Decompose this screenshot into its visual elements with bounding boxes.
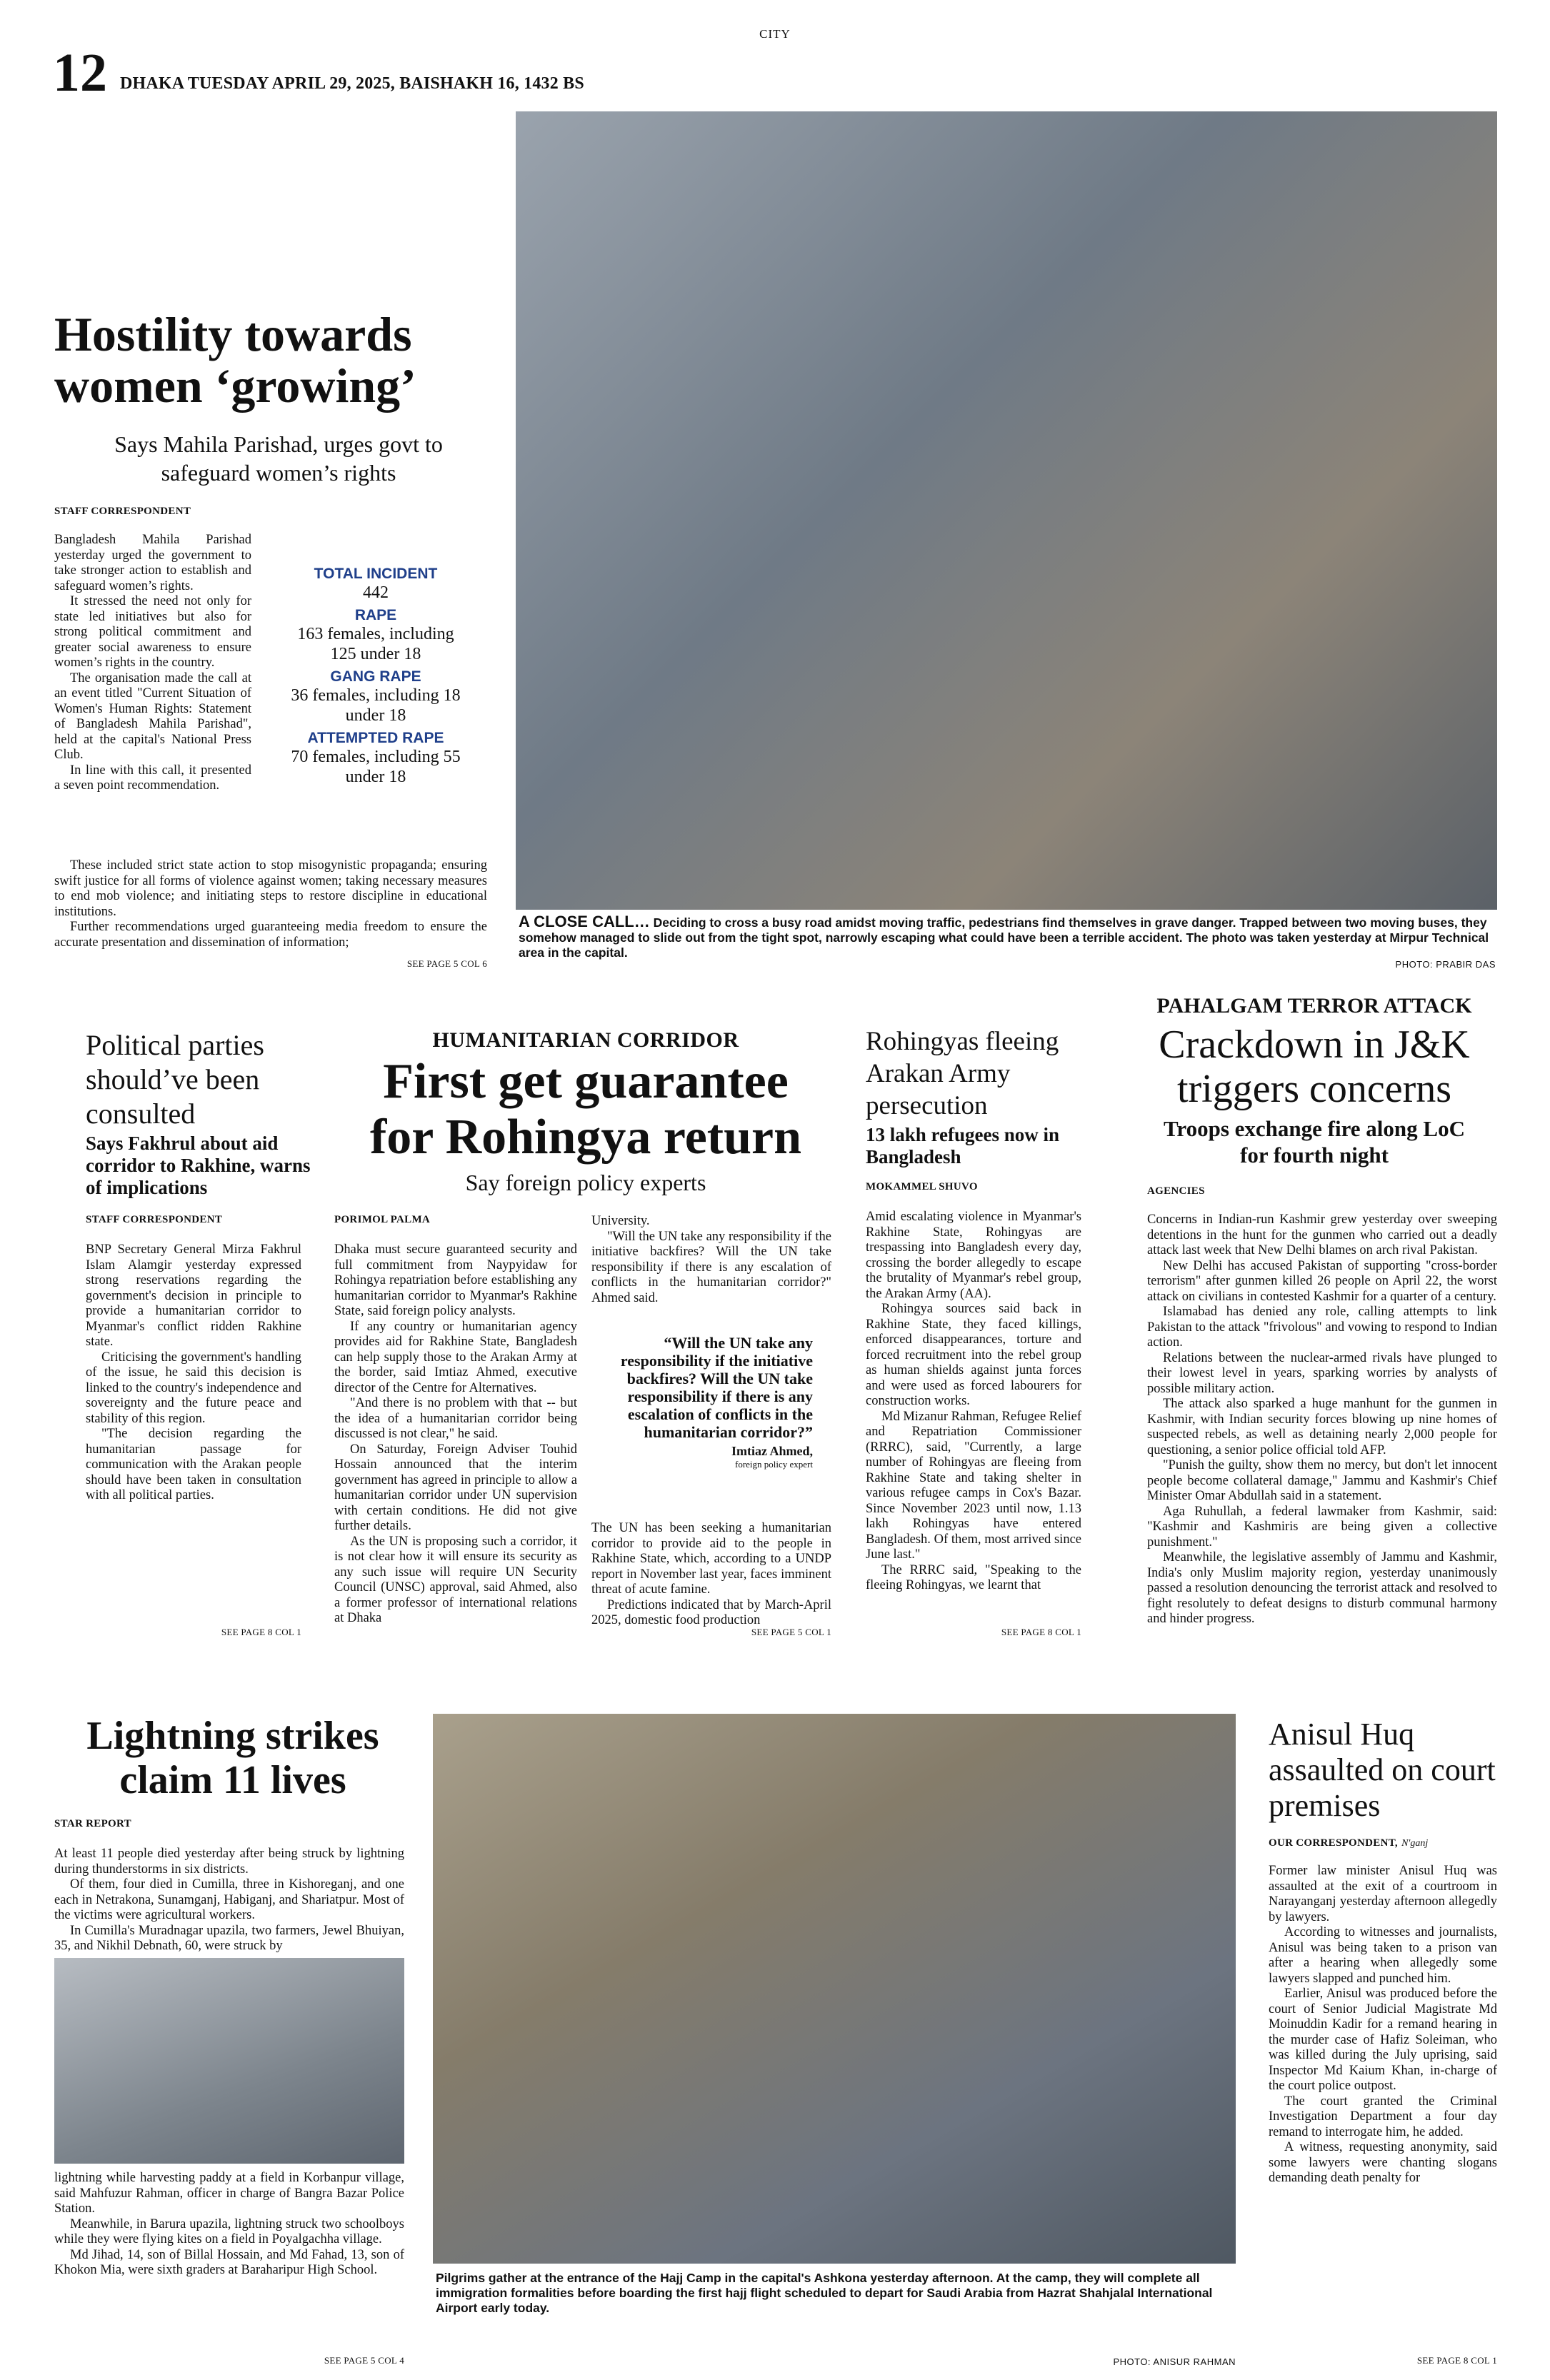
story6-body-bottom <box>54 2171 404 2279</box>
paragraph: At least 11 people died yesterday after being struck by lightning during thunderstorms in six districts. <box>54 1847 404 1877</box>
paragraph: Former law minister Anisul Huq was assaulted at the exit of a courtroom in Narayanganj yesterday afternoon allegedly by lawyers. <box>1269 1864 1497 1924</box>
story5-byline: AGENCIES <box>1147 1185 1205 1197</box>
story1-body-col <box>54 533 251 794</box>
story5-headline <box>1129 1023 1500 1111</box>
headline-line: First get guarantee <box>383 1054 789 1109</box>
paragraph: "And there is no problem with that -- but the idea of a humanitarian corridor being discussed is not clear," he said. <box>334 1396 577 1441</box>
paragraph: Meanwhile, in Barura upazila, lightning struck two schoolboys while they were flying kites on a field in Poyalgachha village. <box>54 2216 404 2246</box>
paragraph: As the UN is proposing such a corridor, it is not clear how it will ensure its security as any such issue will require UN Security Council (UNSC) approval, said Ahmed, also a former professor of international relations at Dhaka <box>334 1534 577 1625</box>
headline-line: for Rohingya return <box>369 1110 802 1165</box>
story3-kicker: HUMANITARIAN CORRIDOR <box>432 1028 739 1052</box>
page-number: 12 <box>53 43 107 103</box>
infobox-label: ATTEMPTED RAPE <box>307 730 444 746</box>
infobox-label: TOTAL INCIDENT <box>314 566 438 582</box>
paragraph: "Punish the guilty, show them no mercy, but don't let innocent people become collateral damage," Jammu and Kashmir's Chief Minister Omar Abdullah said in a statement. <box>1147 1458 1497 1503</box>
paragraph: In line with this call, it presented a seven point recommendation. <box>54 763 251 793</box>
paragraph: The attack also sparked a huge manhunt for the gunmen in Kashmir, with Indian security forces blowing up nine homes of suspected rebels, as well as detaining nearly 2,000 people for questioning, a senior police official told AFP. <box>1147 1397 1497 1457</box>
story6-body-top <box>54 1847 404 1954</box>
headline-line: Crackdown in J&K <box>1159 1023 1470 1067</box>
paragraph: Md Jihad, 14, son of Billal Hossain, and Md Fahad, 13, son of Khokon Mia, were sixth graders at Baraharipur High School. <box>54 2247 404 2277</box>
paragraph: Bangladesh Mahila Parishad yesterday urged the government to take stronger action to establish and safeguard women’s rights. <box>54 533 251 593</box>
pullquote <box>597 1334 813 1470</box>
story3-byline: PORIMOL PALMA <box>334 1214 431 1225</box>
headline-line: Lightning strikes <box>86 1714 379 1758</box>
paragraph: Further recommendations urged guaranteeing media freedom to ensure the accurate presentation and dissemination of information; <box>54 920 487 950</box>
photo2-credit: PHOTO: ANISUR RAHMAN <box>1113 2356 1236 2367</box>
story2-byline: STAFF CORRESPONDENT <box>86 1214 223 1225</box>
pullquote-title: foreign policy expert <box>734 1459 813 1470</box>
section-label: CITY <box>759 27 791 41</box>
pullquote-name: Imtiaz Ahmed, <box>731 1444 813 1458</box>
photo-close-call <box>516 111 1497 910</box>
paragraph: lightning while harvesting paddy at a field in Korbanpur village, said Mahfuzur Rahman, officer in charge of Bangra Bazar Police Station. <box>54 2171 404 2216</box>
infobox-value: 70 females, including 55 under 18 <box>291 748 461 786</box>
headline-line: claim 11 lives <box>119 1758 346 1802</box>
paragraph: Criticising the government's handling of the issue, he said this decision is linked to the country's independence and sovereignty and the future peace and stability of this region. <box>86 1350 301 1426</box>
story2-jump: SEE PAGE 8 COL 1 <box>221 1627 301 1637</box>
paragraph: The RRRC said, "Speaking to the fleeing Rohingyas, we learnt that <box>866 1562 1081 1592</box>
headline-line: triggers concerns <box>1176 1067 1452 1111</box>
pullquote-text: “Will the UN take any responsibility if the initiative backfires? Will the UN take responsibility if there is any escalation of conflicts in the humanitarian corridor?” <box>620 1334 813 1441</box>
paragraph: It stressed the need not only for state led initiatives but also for strong political commitment and greater social awareness to ensure women’s rights in the country. <box>54 594 251 670</box>
paragraph: The organisation made the call at an event titled "Current Situation of Women's Human Rights: Statement of Bangladesh Mahila Parishad", held at the capital's National Press Club. <box>54 671 251 762</box>
story3-col2a <box>591 1214 831 1306</box>
story1-headline <box>54 308 511 411</box>
paragraph: Earlier, Anisul was produced before the court of Senior Judicial Magistrate Md Moinuddin Kadir for a remand hearing in the murder case of Hafiz Soleiman, who was killed during the July uprising, said Inspector Md Kaium Khan, in-charge of the court police outpost. <box>1269 1987 1497 2093</box>
byline-text: OUR CORRESPONDENT, <box>1269 1837 1398 1849</box>
story3-headline <box>329 1054 843 1165</box>
infobox-value: 36 females, including 18 under 18 <box>291 686 461 725</box>
infobox-value: 442 <box>363 583 389 602</box>
story3-col1 <box>334 1242 577 1627</box>
paragraph: If any country or humanitarian agency provides aid for Rakhine State, Bangladesh can help supply those to the Arakan Army at the border, said Imtiaz Ahmed, executive director of the Centre for Alternatives. <box>334 1319 577 1395</box>
story2-subhead: Says Fakhrul about aid corridor to Rakhine, warns of implications <box>86 1133 311 1198</box>
story3-subhead: Say foreign policy experts <box>465 1170 706 1195</box>
dateline: DHAKA TUESDAY APRIL 29, 2025, BAISHAKH 16, 1432 BS <box>120 74 584 93</box>
story6-headline <box>54 1714 411 1802</box>
paragraph: Islamabad has denied any role, calling attempts to link Pakistan to the attack "frivolous" and vowing to respond to Indian action. <box>1147 1305 1497 1350</box>
story1-jump: SEE PAGE 5 COL 6 <box>406 958 487 969</box>
story4-headline: Rohingyas fleeing Arakan Army persecution <box>866 1027 1059 1120</box>
paragraph: Amid escalating violence in Myanmar's Rakhine State, Rohingyas are trespassing into Bangladesh every day, crossing the border allegedly to escape the brutality of Myanmar's rebel group, the Arakan Army (AA). <box>866 1210 1081 1301</box>
paragraph: Predictions indicated that by March-April 2025, domestic food production <box>591 1597 831 1627</box>
story5-kicker: PAHALGAM TERROR ATTACK <box>1156 994 1472 1018</box>
photo-hajj-camp <box>433 1714 1236 2264</box>
story1-body-full <box>54 858 487 950</box>
byline-place: N'ganj <box>1401 1838 1429 1849</box>
paragraph: On Saturday, Foreign Adviser Touhid Hossain announced that the interim government has agreed in principle to allow a humanitarian corridor under UN supervision with certain conditions. He did not give further details. <box>334 1442 577 1533</box>
story2-body <box>86 1242 301 1504</box>
caption-text: Deciding to cross a busy road amidst moving traffic, pedestrians find themselves in grave danger. Trapped between two moving buses, they somehow managed to slide out from the tight spot, narrowly escaping what could have been a terrible accident. The photo was taken yesterday at Mirpur Technical area in the capital. <box>519 915 1489 960</box>
paragraph: A witness, requesting anonymity, said some lawyers were chanting slogans demanding death penalty for <box>1269 2140 1497 2185</box>
paragraph: Dhaka must secure guaranteed security and full commitment from Naypyidaw for Rohingya repatriation before establishing any humanitarian corridor to Myanmar's Rakhine State, said foreign policy analysts. <box>334 1242 577 1318</box>
story7-body <box>1269 1864 1497 2186</box>
paragraph: New Delhi has accused Pakistan of supporting "cross-border terrorism" after gunmen killed 26 people on April 22, the worst attack on civilians in contested Kashmir for a quarter of a century. <box>1147 1258 1497 1304</box>
headline-line: women ‘growing’ <box>54 358 416 413</box>
paragraph: In Cumilla's Muradnagar upazila, two farmers, Jewel Bhuiyan, 35, and Nikhil Debnath, 60, were struck by <box>54 1923 404 1953</box>
story7-jump: SEE PAGE 8 COL 1 <box>1416 2355 1497 2366</box>
story4-subhead: 13 lakh refugees now in Bangladesh <box>866 1124 1060 1168</box>
story7-byline <box>1269 1835 1428 1849</box>
photo1-credit: PHOTO: PRABIR DAS <box>1395 959 1496 970</box>
story3-col2b <box>591 1521 831 1629</box>
paragraph: The court granted the Criminal Investigation Department a four day remand to interrogate him, he added. <box>1269 2094 1497 2139</box>
paragraph: According to witnesses and journalists, Anisul was being taken to a prison van after a hearing when allegedly some lawyers slapped and punched him. <box>1269 1925 1497 1986</box>
photo2-caption: Pilgrims gather at the entrance of the Hajj Camp in the capital's Ashkona yesterday afternoon. At the camp, they will complete all immigration formalities before boarding the first hajj flight scheduled to depart for Saudi Arabia from Hazrat Shahjalal International Airport early today. <box>436 2271 1213 2315</box>
story4-body <box>866 1210 1081 1594</box>
paragraph: Rohingya sources said back in Rakhine State, they faced killings, enforced disappearances, torture and forced recruitment into the rebel group as human shields against junta forces and were used as forced labourers for construction works. <box>866 1302 1081 1408</box>
paragraph: "Will the UN take any responsibility if the initiative backfires? Will the UN take responsibility if there is any escalation of conflicts in the humanitarian corridor?" Ahmed said. <box>591 1229 831 1305</box>
photo-lightning-inset <box>54 1958 404 2164</box>
paragraph: Relations between the nuclear-armed rivals have plunged to their lowest level in years, sparking worries by analysts of possible military action. <box>1147 1350 1497 1396</box>
caption-lead: A CLOSE CALL… <box>519 913 650 930</box>
paragraph: The UN has been seeking a humanitarian corridor to provide aid to the people in Rakhine State, which, according to a UNDP report in November last year, faces imminent threat of acute famine. <box>591 1521 831 1597</box>
infobox-label: GANG RAPE <box>330 668 421 685</box>
story4-byline: MOKAMMEL SHUVO <box>866 1181 978 1192</box>
paragraph: Of them, four died in Cumilla, three in Kishoreganj, and one each in Netrakona, Sunamganj, Habiganj, and Shariatpur. Most of the victims were agricultural workers. <box>54 1877 404 1922</box>
story7-headline: Anisul Huq assaulted on court premises <box>1269 1717 1496 1823</box>
story5-body <box>1147 1212 1497 1627</box>
infobox-value: 163 females, including 125 under 18 <box>297 625 454 663</box>
paragraph: University. <box>591 1214 650 1228</box>
paragraph: Aga Ruhullah, a federal lawmaker from Kashmir, said: "Kashmir and Kashmiris are being given a collective punishment." <box>1147 1504 1497 1550</box>
story6-byline: STAR REPORT <box>54 1818 131 1829</box>
headline-line: Hostility towards <box>54 307 412 361</box>
paragraph: "The decision regarding the humanitarian passage for communication with the Arakan people should have been taken in consultation with all political parties. <box>86 1427 301 1502</box>
paragraph: BNP Secretary General Mirza Fakhrul Islam Alamgir yesterday expressed strong reservations regarding the government's decision in principle to provide a humanitarian corridor to Myanmar's conflict ridden Rakhine state. <box>86 1242 301 1349</box>
story1-subhead: Says Mahila Parishad, urges govt to safeguard women’s rights <box>114 431 443 486</box>
story4-jump: SEE PAGE 8 COL 1 <box>1001 1627 1081 1637</box>
paragraph: These included strict state action to stop misogynistic propaganda; ensuring swift justice for all forms of violence against women; taking necessary measures to end mob violence; and initiating steps to restore discipline in educational institutions. <box>54 858 487 919</box>
story6-jump: SEE PAGE 5 COL 4 <box>324 2355 404 2366</box>
story5-subhead: Troops exchange fire along LoC for fourth night <box>1164 1116 1465 1168</box>
story2-headline: Political parties should’ve been consulted <box>86 1029 264 1130</box>
infobox-label: RAPE <box>354 607 397 623</box>
paragraph: Concerns in Indian-run Kashmir grew yesterday over sweeping detentions in the hunt for the gunmen who carried out a deadly attack last week that New Delhi blames on arch rival Pakistan. <box>1147 1212 1497 1257</box>
story3-jump: SEE PAGE 5 COL 1 <box>751 1627 831 1637</box>
incident-infobox <box>283 561 469 787</box>
paragraph: Md Mizanur Rahman, Refugee Relief and Repatriation Commissioner (RRRC), said, "Currently, a large number of Rohingyas are fleeing from Rakhine State and taking shelter in various refugee camps in Cox's Bazar. Since November 2023 until now, 1.13 lakh Rohingyas have entered Bangladesh. Of them, most arrived since June last." <box>866 1409 1081 1562</box>
paragraph: Meanwhile, the legislative assembly of Jammu and Kashmir, India's only Muslim majority region, yesterday unanimously passed a resolution denouncing the terrorist attack and resolved to fight resolutely to defeat designs to disturb communal harmony and hinder progress. <box>1147 1550 1497 1626</box>
story1-byline: STAFF CORRESPONDENT <box>54 506 191 517</box>
photo1-caption <box>519 914 1494 960</box>
